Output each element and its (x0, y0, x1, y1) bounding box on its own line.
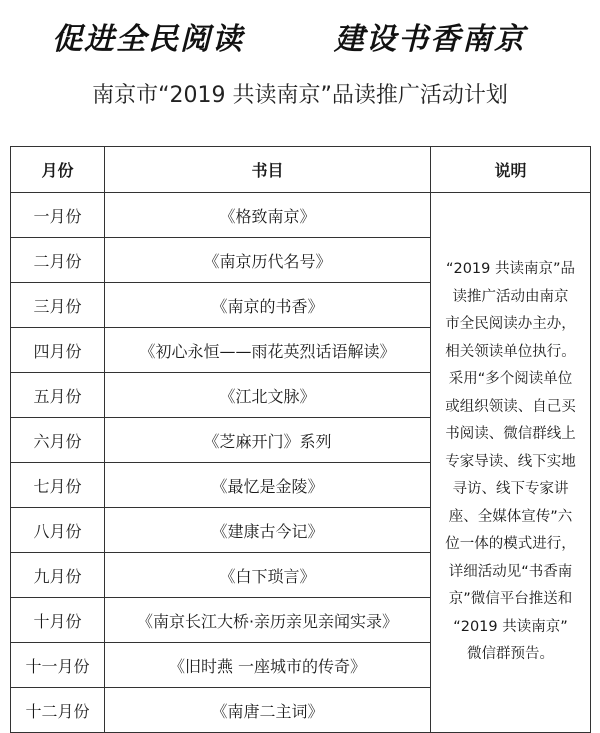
table-header-row (11, 147, 591, 193)
book-cell: 《南京的书香》 (105, 283, 431, 328)
book-cell: 《格致南京》 (105, 193, 431, 238)
month-cell: 六月份 (11, 418, 105, 463)
book-cell: 《南唐二主词》 (105, 688, 431, 733)
note-cell: “2019 共读南京”品 读推广活动由南京 市全民阅读办主办， 相关领读单位执行。 采用“多个阅读单位 或组织领读、自己买 书阅读、微信群线上 专家导读、线下实地 寻访、线下专家讲 座、全媒体宣传”六 位一体的模式进行， 详细活动见“书香南 京”微信平台推送和 “2019 共读南京” 微信群预告。 (431, 193, 591, 733)
reading-plan-table (10, 146, 591, 733)
month-cell: 二月份 (11, 238, 105, 283)
month-cell: 十一月份 (11, 643, 105, 688)
month-cell: 九月份 (11, 553, 105, 598)
book-cell: 《初心永恒——雨花英烈话语解读》 (105, 328, 431, 373)
month-cell: 三月份 (11, 283, 105, 328)
month-cell: 七月份 (11, 463, 105, 508)
slogan-banner (0, 14, 600, 58)
header-month: 月份 (11, 147, 105, 193)
slogan-right: 建设书香南京 (334, 22, 526, 57)
table-row (11, 193, 591, 238)
month-cell: 五月份 (11, 373, 105, 418)
book-cell: 《芝麻开门》系列 (105, 418, 431, 463)
book-cell: 《南京长江大桥·亲历亲见亲闻实录》 (105, 598, 431, 643)
header-note: 说明 (431, 147, 591, 193)
book-cell: 《旧时燕 一座城市的传奇》 (105, 643, 431, 688)
page-title: 南京市“2019 共读南京”品读推广活动计划 (92, 83, 508, 108)
book-cell: 《南京历代名号》 (105, 238, 431, 283)
month-cell: 十二月份 (11, 688, 105, 733)
month-cell: 一月份 (11, 193, 105, 238)
book-cell: 《建康古今记》 (105, 508, 431, 553)
month-cell: 四月份 (11, 328, 105, 373)
header-book: 书目 (105, 147, 431, 193)
month-cell: 八月份 (11, 508, 105, 553)
book-cell: 《白下琐言》 (105, 553, 431, 598)
month-cell: 十月份 (11, 598, 105, 643)
book-cell: 《最忆是金陵》 (105, 463, 431, 508)
book-cell: 《江北文脉》 (105, 373, 431, 418)
slogan-left: 促进全民阅读 (52, 22, 244, 57)
